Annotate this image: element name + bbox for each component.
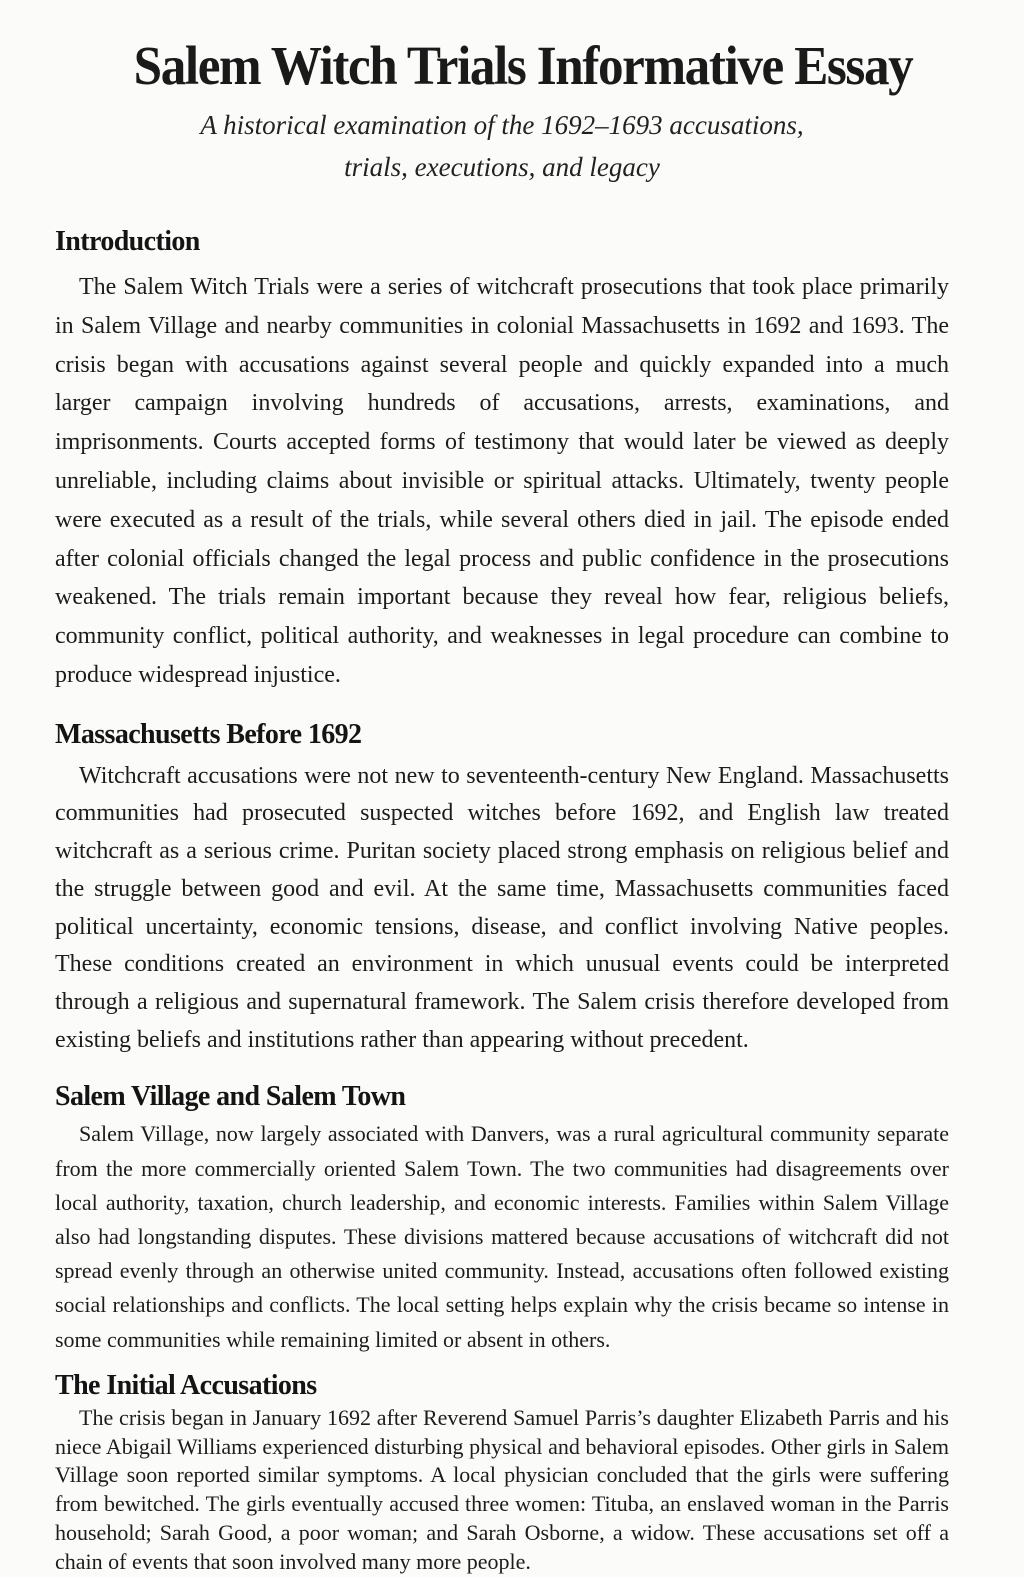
document-subtitle xyxy=(55,104,949,188)
essay-page xyxy=(55,0,949,1574)
section-heading-introduction: Introduction xyxy=(55,226,200,257)
section-heading-massachusetts-before-1692: Massachusetts Before 1692 xyxy=(55,718,362,750)
subtitle-line-1: A historical examination of the 1692–1693 accusations, xyxy=(200,110,804,140)
section-body-introduction: The Salem Witch Trials were a series of witchcraft prosecutions that took place primarily in Salem Village and nearby communities in colonial Massachusetts in 1692 and 1693. The crisis began with accusations against several people and quickly expanded into a much larger campaign involving hundreds of accusations, arrests, examinations, and imprisonments. Courts accepted forms of testimony that would later be viewed as deeply unreliable, including claims about invisible or spiritual attacks. Ultimately, twenty people were executed as a result of the trials, while several others died in jail. The episode ended after colonial officials changed the legal process and public confidence in the prosecutions weakened. The trials remain important because they reveal how fear, religious beliefs, community conflict, political authority, and weaknesses in legal procedure can combine to produce widespread injustice. xyxy=(55,274,949,688)
section-heading-salem-village-and-town: Salem Village and Salem Town xyxy=(55,1081,406,1113)
subtitle-line-2: trials, executions, and legacy xyxy=(344,152,660,182)
document-title: Salem Witch Trials Informative Essay xyxy=(133,35,913,96)
section-body-massachusetts-before-1692: Witchcraft accusations were not new to seventeenth-century New England. Massachusetts communities had prosecuted suspected witches before 1692, and English law treated witchcraft as a serious crime. Puritan society placed strong emphasis on religious belief and the struggle between good and evil. At the same time, Massachusetts communities faced political uncertainty, economic tensions, disease, and conflict involving Native peoples. These conditions created an environment in which unusual events could be interpreted through a religious and supernatural framework. The Salem crisis therefore developed from existing beliefs and institutions rather than appearing without precedent. xyxy=(55,762,949,1053)
section-body-initial-accusations: The crisis began in January 1692 after Reverend Samuel Parris’s daughter Elizabeth Parris and his niece Abigail Williams experienced disturbing physical and behavioral episodes. Other girls in Salem Village soon reported similar symptoms. A local physician concluded that the girls were suffering from bewitched. The girls eventually accused three women: Tituba, an enslaved woman in the Parris household; Sarah Good, a poor woman; and Sarah Osborne, a widow. These accusations set off a chain of events that soon involved many more people. xyxy=(55,1404,949,1574)
section-heading-initial-accusations: The Initial Accusations xyxy=(55,1369,317,1401)
section-body-salem-village-and-town: Salem Village, now largely associated with Danvers, was a rural agricultural community separate from the more commercially oriented Salem Town. The two communities had disagreements over local authority, taxation, church leadership, and economic interests. Families within Salem Village also had longstanding disputes. These divisions mattered because accusations of witchcraft did not spread evenly through an otherwise united community. Instead, accusations often followed existing social relationships and conflicts. The local setting helps explain why the crisis became so intense in some communities while remaining limited or absent in others. xyxy=(55,1121,949,1352)
